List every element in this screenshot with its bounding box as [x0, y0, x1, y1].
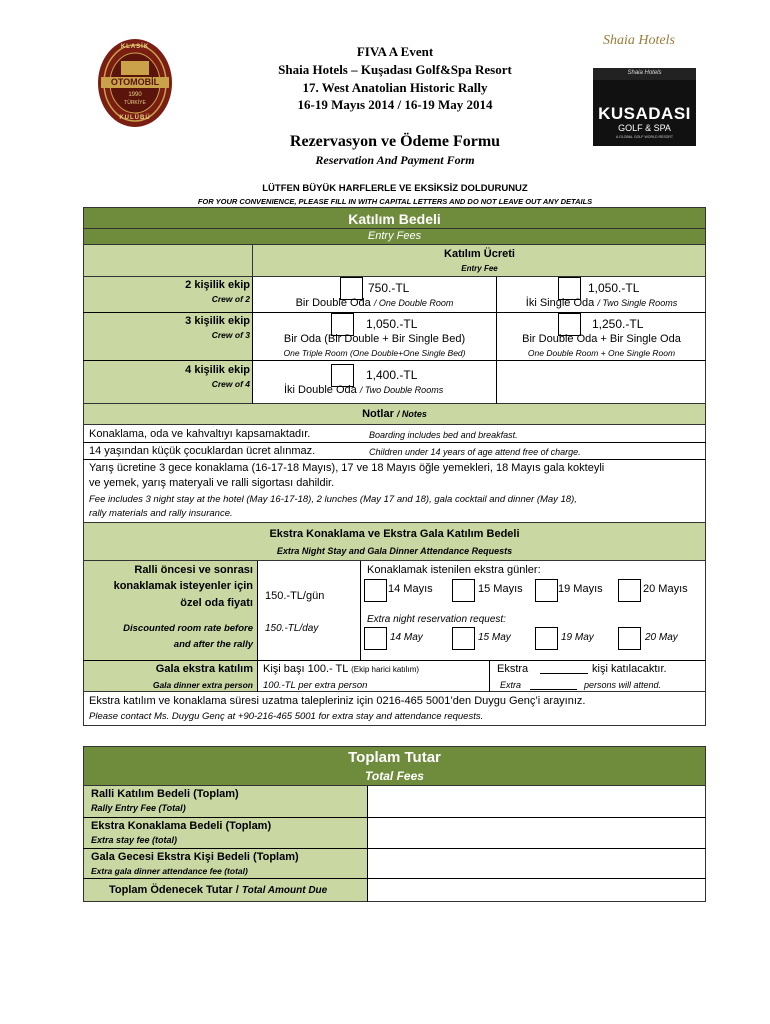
crew-4-sub: Crew of 4 [211, 379, 250, 389]
note-3-en-a: Fee includes 3 night stay at the hotel (May 16-17-18), 2 lunches (May 17 and 18), gala cocktail and dinner (May 18), [89, 494, 577, 505]
extra-day-19-tr: 19 Mayıs [558, 583, 603, 595]
club-logo [96, 37, 174, 129]
total-rally-sub: Rally Entry Fee (Total) [91, 803, 186, 813]
extra-day-14-tr: 14 Mayıs [388, 583, 433, 595]
extra-left-tr-2: konaklamak isteyenler için [113, 580, 253, 592]
gala-extra-en-b: persons will attend. [584, 680, 662, 690]
extra-day-20-checkbox[interactable] [618, 579, 641, 602]
extra-day-15-checkbox[interactable] [452, 579, 475, 602]
club-logo-bottom: KULÜBÜ [119, 115, 151, 121]
extra-subtitle: Extra Night Stay and Gala Dinner Attendance Requests [276, 546, 513, 556]
extra-day-14-checkbox[interactable] [364, 579, 387, 602]
gala-price [263, 663, 419, 675]
extra-left-tr-1: Ralli öncesi ve sonrası [134, 564, 253, 576]
kusadasi-logo-sub: GOLF & SPA [618, 123, 671, 133]
entry-subheader [83, 229, 706, 245]
gala-label: Gala ekstra katılım [155, 663, 253, 675]
total-rally-label: Ralli Katılım Bedeli (Toplam) [91, 788, 239, 800]
extra-day-19-checkbox[interactable] [535, 579, 558, 602]
total-due-label [109, 884, 327, 896]
form-title: Rezervasyon ve Ödeme Formu [289, 133, 501, 150]
gala-price-note: (Ekip harici katılım) [351, 665, 420, 674]
crew-4-option1-desc-en: / Two Double Rooms [359, 385, 444, 395]
crew-2-option2-desc-tr: İki Single Oda [525, 297, 595, 309]
extra-rate-tr: 150.-TL/gün [265, 590, 325, 602]
total-due-label-en: Total Amount Due [241, 885, 328, 896]
extra-rate-en: 150.-TL/day [265, 623, 319, 634]
note-1-en: Boarding includes bed and breakfast. [369, 430, 518, 440]
extra-day-20-tr: 20 Mayıs [643, 583, 688, 595]
gala-price-tr: Kişi başı 100.- TL [263, 663, 348, 675]
event-dates: 16-19 Mayıs 2014 / 16-19 May 2014 [297, 97, 493, 112]
gala-extra-count-en-input[interactable] [530, 689, 577, 690]
total-due-input[interactable] [368, 879, 705, 901]
crew-2-option1-desc [253, 297, 496, 309]
instruction-tr: LÜTFEN BÜYÜK HARFLERLE VE EKSİKSİZ DOLDURUNUZ [262, 183, 528, 194]
crew-2-option2-desc [497, 297, 706, 309]
club-logo-year: 1990 [128, 92, 142, 98]
note-3-tr-a: Yarış ücretine 3 gece konaklama (16-17-18 Mayıs), 17 ve 18 Mayıs öğle yemekleri, 18 Mayıs gala kokteyli [89, 462, 605, 474]
crew-4-option1-desc [284, 384, 496, 396]
note-3-en-b: rally materials and rally insurance. [89, 508, 233, 519]
contact-tr: Ekstra katılım ve konaklama süresi uzatma talepleriniz için 0216-465 5001’den Duygu Genç’i arayınız. [89, 695, 586, 707]
note-3-tr-b: ve yemek, yarış materyali ve ralli sigortası dahildir. [89, 477, 335, 489]
extra-day-20-en-checkbox[interactable] [618, 627, 641, 650]
entry-header [83, 207, 706, 229]
event-label: FIVA A Event [356, 44, 434, 59]
note-1-tr: Konaklama, oda ve kahvaltıyı kapsamaktadır. [89, 428, 311, 440]
notes-title: Notlar [362, 408, 394, 420]
total-due-label-tr: Toplam Ödenecek Tutar / [109, 884, 239, 896]
extra-day-14-en: 14 May [390, 632, 423, 643]
extra-day-19-en: 19 May [561, 632, 594, 643]
extra-left-tr-3: özel oda fiyatı [180, 597, 253, 609]
crew-2-option2-desc-en: / Two Single Rooms [597, 298, 678, 308]
crew-3-option2-desc: Bir Double Oda + Bir Single Oda [522, 333, 681, 345]
notes-header [83, 404, 706, 425]
form-subtitle: Reservation And Payment Form [315, 153, 475, 167]
crew-3-option1-desc-en: One Triple Room (One Double+One Single Bed) [283, 348, 466, 358]
totals-title: Toplam Tutar [348, 749, 441, 766]
crew-3-option2-desc-en: One Double Room + One Single Room [527, 348, 676, 358]
crew-3-sub: Crew of 3 [211, 330, 250, 340]
kusadasi-logo-tag: A GLOBAL GOLF WORLD RESORT [616, 135, 673, 139]
gala-extra-tr-b: kişi katılacaktır. [592, 663, 667, 675]
crew-2-option2-price: 1,050.-TL [588, 281, 640, 295]
extra-left-en-2: and after the rally [173, 639, 253, 650]
rally-name: 17. West Anatolian Historic Rally [302, 80, 488, 95]
extra-left-en-1: Discounted room rate before [123, 623, 253, 634]
crew-2-option1-desc-en: / One Double Room [373, 298, 454, 308]
total-extra-stay-label: Ekstra Konaklama Bedeli (Toplam) [91, 820, 272, 832]
crew-3-label: 3 kişilik ekip [185, 315, 250, 327]
total-gala-sub: Extra gala dinner attendance fee (total) [91, 866, 248, 876]
total-extra-stay-input[interactable] [368, 818, 705, 848]
note-2-en: Children under 14 years of age attend free of charge. [369, 447, 581, 457]
extra-day-15-tr: 15 Mayıs [478, 583, 523, 595]
crew-4-option1-desc-tr: İki Double Oda [284, 384, 357, 396]
crew-3-option2-price: 1,250.-TL [592, 317, 644, 331]
extra-days-title-en: Extra night reservation request: [367, 614, 506, 625]
total-extra-stay-sub: Extra stay fee (total) [91, 835, 178, 845]
gala-extra-count-input[interactable] [540, 673, 588, 674]
crew-4-label: 4 kişilik ekip [185, 364, 250, 376]
kusadasi-logo-main: KUSADASI [598, 104, 691, 123]
total-rally-input[interactable] [368, 786, 705, 817]
instruction-en: FOR YOUR CONVENIENCE, PLEASE FILL IN WITH CAPITAL LETTERS AND DO NOT LEAVE OUT ANY DETAILS [197, 197, 593, 206]
gala-price-en: 100.-TL per extra person [263, 680, 368, 691]
extra-title: Ekstra Konaklama ve Ekstra Gala Katılım Bedeli [269, 528, 520, 540]
crew-2-sub: Crew of 2 [211, 294, 250, 304]
entry-fee-title: Katılım Ücreti [444, 248, 515, 260]
extra-day-15-en-checkbox[interactable] [452, 627, 475, 650]
extra-days-title-tr: Konaklamak istenilen ekstra günler: [367, 564, 541, 576]
kusadasi-logo-small: Shaia Hotels [627, 70, 662, 76]
hotel-name: Shaia Hotels – Kuşadası Golf&Spa Resort [278, 62, 512, 77]
gala-extra-en-a: Extra [500, 680, 522, 690]
crew-2-option1-desc-tr: Bir Double Oda [295, 297, 371, 309]
notes-title-en: / Notes [396, 409, 427, 419]
club-logo-top: KLASİK [120, 44, 150, 50]
crew-4-option1-price: 1,400.-TL [366, 368, 418, 382]
extra-day-20-en: 20 May [645, 632, 678, 643]
gala-label-en: Gala dinner extra person [152, 680, 253, 690]
totals-subtitle: Total Fees [365, 769, 424, 783]
gala-extra-tr-a: Ekstra [497, 663, 529, 675]
note-2-tr: 14 yaşından küçük çocuklardan ücret alınmaz. [89, 445, 316, 457]
crew-2-label: 2 kişilik ekip [185, 279, 250, 291]
contact-en: Please contact Ms. Duygu Genç at +90-216-465 5001 for extra stay and attendance requests. [89, 711, 484, 722]
entry-subtitle: Entry Fees [367, 230, 422, 242]
entry-title: Katılım Bedeli [348, 211, 441, 227]
crew-2-option1-price: 750.-TL [368, 281, 410, 295]
entry-fee-subtitle: Entry Fee [461, 264, 498, 273]
shaia-logo: Shaia Hotels [603, 33, 675, 48]
extra-day-19-en-checkbox[interactable] [535, 627, 558, 650]
club-logo-center: OTOMOBİL [110, 77, 160, 87]
crew-3-option1-price: 1,050.-TL [366, 317, 418, 331]
extra-day-15-en: 15 May [478, 632, 511, 643]
total-gala-input[interactable] [368, 849, 705, 878]
crew-3-option1-desc: Bir Oda (Bir Double + Bir Single Bed) [283, 333, 466, 345]
club-logo-country: TÜRKİYE [124, 100, 146, 106]
extra-day-14-en-checkbox[interactable] [364, 627, 387, 650]
total-gala-label: Gala Gecesi Ekstra Kişi Bedeli (Toplam) [91, 851, 299, 863]
